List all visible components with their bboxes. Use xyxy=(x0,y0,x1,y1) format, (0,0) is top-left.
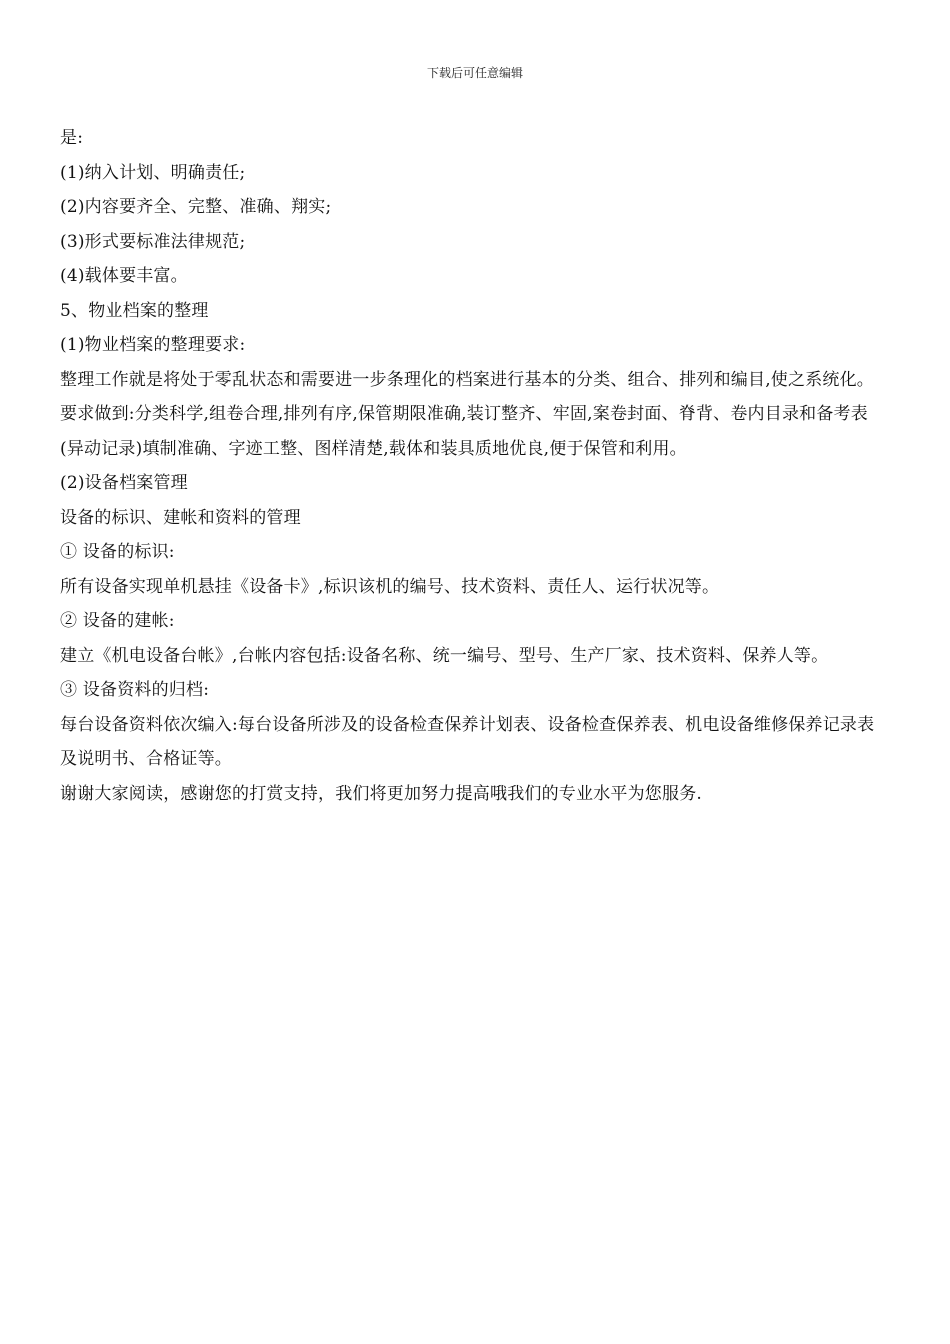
list-item: (3)形式要标准法律规范; xyxy=(60,231,246,252)
list-item: ① 设备的标识: xyxy=(60,542,175,562)
paragraph: 要求做到:分类科学,组卷合理,排列有序,保管期限准确,装订整齐、牢固,案卷封面、脊背、卷内目录和备考表(异动记录)填制准确、字迹工整、图样清楚,载体和装具质地优良,便于保管和利用。 xyxy=(60,404,868,459)
list-item: ② 设备的建帐: xyxy=(60,611,175,631)
paragraph-intro: 是: xyxy=(60,128,84,148)
paragraph: 设备的标识、建帐和资料的管理 xyxy=(60,507,301,528)
subsection-heading: (2)设备档案管理 xyxy=(60,473,188,493)
list-item: ③ 设备资料的归档: xyxy=(60,680,210,700)
paragraph: 整理工作就是将处于零乱状态和需要进一步条理化的档案进行基本的分类、组合、排列和编目,使之系统化。 xyxy=(60,369,875,390)
paragraph: 所有设备实现单机悬挂《设备卡》,标识该机的编号、技术资料、责任人、运行状况等。 xyxy=(60,576,720,597)
closing-note: 谢谢大家阅读，感谢您的打赏支持，我们将更加努力提高哦我们的专业水平为您服务. xyxy=(60,783,703,804)
list-item: (4)载体要丰富。 xyxy=(60,266,188,286)
section-heading: 5、物业档案的整理 xyxy=(60,300,209,321)
subsection-heading: (1)物业档案的整理要求: xyxy=(60,335,246,355)
list-item: (2)内容要齐全、完整、准确、翔实; xyxy=(60,197,332,217)
list-item: (1)纳入计划、明确责任; xyxy=(60,162,246,183)
page-header: 下载后可任意编辑 xyxy=(426,66,523,80)
paragraph: 每台设备资料依次编入:每台设备所涉及的设备检查保养计划表、设备检查保养表、机电设备维修保养记录表及说明书、合格证等。 xyxy=(60,714,875,769)
document-body xyxy=(60,121,886,811)
paragraph: 建立《机电设备台帐》,台帐内容包括:设备名称、统一编号、型号、生产厂家、技术资料、保养人等。 xyxy=(60,645,829,666)
